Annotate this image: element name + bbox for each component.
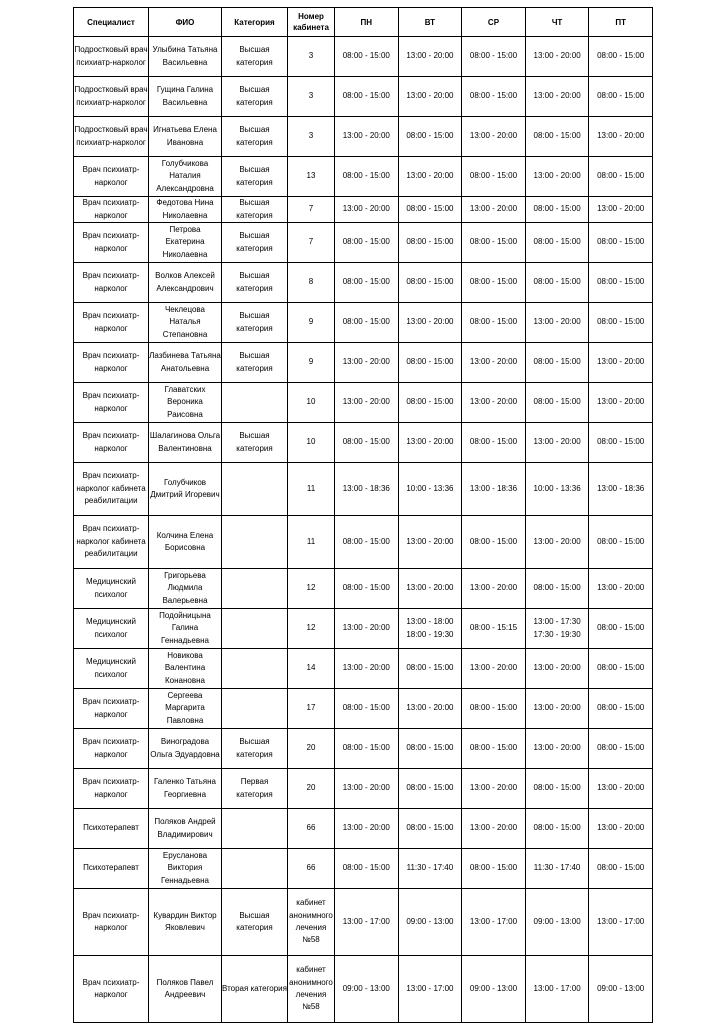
cell-tue: 10:00 - 13:36 — [398, 463, 462, 516]
cell-mon: 08:00 - 15:00 — [335, 263, 399, 303]
cell-specialist: Врач психиатр-нарколог — [74, 423, 149, 463]
cell-tue: 13:00 - 20:00 — [398, 303, 462, 343]
table-row — [74, 609, 653, 649]
cell-room: 9 — [288, 343, 335, 383]
cell-specialist: Врач психиатр-нарколог — [74, 223, 149, 263]
cell-fri: 08:00 - 15:00 — [589, 303, 653, 343]
cell-specialist: Подростковый врач психиатр-нарколог — [74, 77, 149, 117]
cell-category: Высшая категория — [222, 117, 288, 157]
cell-category: Высшая категория — [222, 223, 288, 263]
cell-fri: 08:00 - 15:00 — [589, 516, 653, 569]
cell-fio: Лазбинева Татьяна Анатольевна — [149, 343, 222, 383]
cell-mon: 13:00 - 20:00 — [335, 117, 399, 157]
cell-mon: 13:00 - 17:00 — [335, 889, 399, 956]
cell-thu: 08:00 - 15:00 — [525, 117, 589, 157]
cell-wed: 13:00 - 20:00 — [462, 569, 526, 609]
cell-wed: 08:00 - 15:00 — [462, 729, 526, 769]
cell-tue: 08:00 - 15:00 — [398, 343, 462, 383]
cell-room: 11 — [288, 516, 335, 569]
cell-wed: 13:00 - 18:36 — [462, 463, 526, 516]
cell-category — [222, 849, 288, 889]
cell-fri: 08:00 - 15:00 — [589, 649, 653, 689]
cell-category: Высшая категория — [222, 263, 288, 303]
cell-room: 17 — [288, 689, 335, 729]
cell-fio: Петрова Екатерина Николаевна — [149, 223, 222, 263]
cell-specialist: Психотерапевт — [74, 809, 149, 849]
cell-mon: 13:00 - 20:00 — [335, 609, 399, 649]
table-row — [74, 303, 653, 343]
cell-fri: 08:00 - 15:00 — [589, 77, 653, 117]
cell-category: Высшая категория — [222, 423, 288, 463]
cell-specialist: Подростковый врач психиатр-нарколог — [74, 117, 149, 157]
cell-fri: 08:00 - 15:00 — [589, 849, 653, 889]
cell-room: 12 — [288, 609, 335, 649]
header-category: Категория — [222, 8, 288, 37]
cell-mon: 13:00 - 20:00 — [335, 383, 399, 423]
cell-room: 8 — [288, 263, 335, 303]
cell-thu: 08:00 - 15:00 — [525, 223, 589, 263]
cell-specialist: Врач психиатр-нарколог кабинета реабилитации — [74, 516, 149, 569]
cell-category — [222, 809, 288, 849]
header-thu: ЧТ — [525, 8, 589, 37]
cell-fio: Игнатьева Елена Ивановна — [149, 117, 222, 157]
cell-specialist: Врач психиатр-нарколог — [74, 197, 149, 223]
cell-room: 7 — [288, 223, 335, 263]
table-row — [74, 849, 653, 889]
cell-tue: 08:00 - 15:00 — [398, 769, 462, 809]
cell-fio: Подойницына Галина Геннадьевна — [149, 609, 222, 649]
cell-category — [222, 383, 288, 423]
cell-fio: Улыбина Татьяна Васильевна — [149, 37, 222, 77]
table-row — [74, 383, 653, 423]
cell-room: 3 — [288, 117, 335, 157]
header-wed: СР — [462, 8, 526, 37]
cell-mon: 08:00 - 15:00 — [335, 157, 399, 197]
cell-wed: 13:00 - 17:00 — [462, 889, 526, 956]
cell-specialist: Врач психиатр-нарколог — [74, 157, 149, 197]
table-row — [74, 956, 653, 1023]
cell-mon: 13:00 - 20:00 — [335, 343, 399, 383]
cell-fri: 08:00 - 15:00 — [589, 423, 653, 463]
table-row — [74, 649, 653, 689]
cell-room: кабинет анонимного лечения №58 — [288, 956, 335, 1023]
cell-room: кабинет анонимного лечения №58 — [288, 889, 335, 956]
cell-category: Высшая категория — [222, 343, 288, 383]
table-row — [74, 263, 653, 303]
cell-room: 7 — [288, 197, 335, 223]
table-row — [74, 516, 653, 569]
cell-wed: 13:00 - 20:00 — [462, 197, 526, 223]
cell-thu: 13:00 - 20:00 — [525, 689, 589, 729]
cell-category: Высшая категория — [222, 889, 288, 956]
cell-mon: 08:00 - 15:00 — [335, 303, 399, 343]
cell-tue: 13:00 - 20:00 — [398, 77, 462, 117]
cell-thu: 13:00 - 20:00 — [525, 729, 589, 769]
header-fio: ФИО — [149, 8, 222, 37]
cell-mon: 08:00 - 15:00 — [335, 569, 399, 609]
cell-fio: Поляков Павел Андреевич — [149, 956, 222, 1023]
cell-tue: 08:00 - 15:00 — [398, 809, 462, 849]
header-row — [74, 8, 653, 37]
cell-room: 3 — [288, 77, 335, 117]
table-row — [74, 729, 653, 769]
cell-tue: 08:00 - 15:00 — [398, 649, 462, 689]
cell-specialist: Врач психиатр-нарколог — [74, 303, 149, 343]
cell-mon: 08:00 - 15:00 — [335, 37, 399, 77]
cell-fri: 08:00 - 15:00 — [589, 157, 653, 197]
cell-wed: 08:00 - 15:00 — [462, 37, 526, 77]
cell-tue: 13:00 - 20:00 — [398, 157, 462, 197]
cell-fio: Федотова Нина Николаевна — [149, 197, 222, 223]
cell-fio: Григорьева Людмила Валерьевна — [149, 569, 222, 609]
cell-tue: 13:00 - 18:00 18:00 - 19:30 — [398, 609, 462, 649]
cell-tue: 13:00 - 17:00 — [398, 956, 462, 1023]
cell-fri: 13:00 - 18:36 — [589, 463, 653, 516]
cell-room: 13 — [288, 157, 335, 197]
table-row — [74, 157, 653, 197]
table-row — [74, 223, 653, 263]
cell-thu: 13:00 - 20:00 — [525, 303, 589, 343]
cell-room: 66 — [288, 809, 335, 849]
table-row — [74, 463, 653, 516]
cell-category: Первая категория — [222, 769, 288, 809]
cell-category: Высшая категория — [222, 303, 288, 343]
cell-wed: 08:00 - 15:15 — [462, 609, 526, 649]
cell-wed: 13:00 - 20:00 — [462, 769, 526, 809]
cell-specialist: Врач психиатр-нарколог — [74, 956, 149, 1023]
table-row — [74, 689, 653, 729]
cell-wed: 08:00 - 15:00 — [462, 423, 526, 463]
cell-category: Высшая категория — [222, 77, 288, 117]
cell-wed: 08:00 - 15:00 — [462, 516, 526, 569]
cell-specialist: Психотерапевт — [74, 849, 149, 889]
cell-thu: 08:00 - 15:00 — [525, 809, 589, 849]
schedule-body — [74, 37, 653, 1023]
cell-fri: 13:00 - 20:00 — [589, 343, 653, 383]
cell-wed: 08:00 - 15:00 — [462, 77, 526, 117]
cell-wed: 13:00 - 20:00 — [462, 343, 526, 383]
cell-wed: 08:00 - 15:00 — [462, 157, 526, 197]
header-tue: ВТ — [398, 8, 462, 37]
cell-wed: 08:00 - 15:00 — [462, 689, 526, 729]
cell-fri: 13:00 - 20:00 — [589, 383, 653, 423]
cell-specialist: Врач психиатр-нарколог — [74, 343, 149, 383]
cell-specialist: Медицинский психолог — [74, 569, 149, 609]
cell-fri: 13:00 - 20:00 — [589, 569, 653, 609]
cell-thu: 13:00 - 20:00 — [525, 77, 589, 117]
cell-category: Высшая категория — [222, 37, 288, 77]
table-row — [74, 569, 653, 609]
cell-thu: 13:00 - 20:00 — [525, 516, 589, 569]
cell-thu: 08:00 - 15:00 — [525, 263, 589, 303]
cell-fio: Виноградова Ольга Эдуардовна — [149, 729, 222, 769]
cell-fio: Ерусланова Виктория Геннадьевна — [149, 849, 222, 889]
cell-fri: 08:00 - 15:00 — [589, 729, 653, 769]
cell-fio: Новикова Валентина Конановна — [149, 649, 222, 689]
cell-specialist: Врач психиатр-нарколог — [74, 383, 149, 423]
header-room: Номер кабинета — [288, 8, 335, 37]
cell-specialist: Врач психиатр-нарколог — [74, 689, 149, 729]
cell-room: 20 — [288, 729, 335, 769]
cell-wed: 08:00 - 15:00 — [462, 849, 526, 889]
cell-tue: 08:00 - 15:00 — [398, 383, 462, 423]
cell-tue: 08:00 - 15:00 — [398, 729, 462, 769]
cell-tue: 13:00 - 20:00 — [398, 423, 462, 463]
cell-tue: 08:00 - 15:00 — [398, 117, 462, 157]
cell-mon: 13:00 - 18:36 — [335, 463, 399, 516]
cell-fio: Кувардин Виктор Яковлевич — [149, 889, 222, 956]
cell-mon: 13:00 - 20:00 — [335, 809, 399, 849]
cell-room: 66 — [288, 849, 335, 889]
cell-room: 14 — [288, 649, 335, 689]
cell-category — [222, 569, 288, 609]
cell-fri: 08:00 - 15:00 — [589, 689, 653, 729]
cell-thu: 08:00 - 15:00 — [525, 343, 589, 383]
cell-room: 12 — [288, 569, 335, 609]
cell-tue: 13:00 - 20:00 — [398, 37, 462, 77]
cell-thu: 11:30 - 17:40 — [525, 849, 589, 889]
cell-wed: 13:00 - 20:00 — [462, 809, 526, 849]
cell-tue: 13:00 - 20:00 — [398, 689, 462, 729]
cell-wed: 08:00 - 15:00 — [462, 223, 526, 263]
cell-fio: Гущина Галина Васильевна — [149, 77, 222, 117]
table-row — [74, 423, 653, 463]
cell-specialist: Медицинский психолог — [74, 649, 149, 689]
cell-specialist: Врач психиатр-нарколог — [74, 263, 149, 303]
cell-mon: 08:00 - 15:00 — [335, 423, 399, 463]
cell-category: Вторая категория — [222, 956, 288, 1023]
cell-specialist: Врач психиатр-нарколог — [74, 889, 149, 956]
table-row — [74, 889, 653, 956]
cell-tue: 13:00 - 20:00 — [398, 569, 462, 609]
cell-thu: 08:00 - 15:00 — [525, 197, 589, 223]
table-row — [74, 769, 653, 809]
cell-category — [222, 463, 288, 516]
cell-specialist: Врач психиатр-нарколог — [74, 729, 149, 769]
cell-fri: 08:00 - 15:00 — [589, 223, 653, 263]
cell-fio: Шалагинова Ольга Валентиновна — [149, 423, 222, 463]
cell-mon: 13:00 - 20:00 — [335, 769, 399, 809]
cell-specialist: Врач психиатр-нарколог кабинета реабилитации — [74, 463, 149, 516]
cell-thu: 13:00 - 17:30 17:30 - 19:30 — [525, 609, 589, 649]
cell-thu: 10:00 - 13:36 — [525, 463, 589, 516]
cell-mon: 08:00 - 15:00 — [335, 689, 399, 729]
cell-fio: Колчина Елена Борисовна — [149, 516, 222, 569]
cell-wed: 13:00 - 20:00 — [462, 649, 526, 689]
cell-category — [222, 609, 288, 649]
cell-category — [222, 689, 288, 729]
cell-thu: 13:00 - 20:00 — [525, 157, 589, 197]
cell-tue: 08:00 - 15:00 — [398, 263, 462, 303]
cell-tue: 13:00 - 20:00 — [398, 516, 462, 569]
cell-mon: 08:00 - 15:00 — [335, 516, 399, 569]
cell-mon: 13:00 - 20:00 — [335, 197, 399, 223]
cell-fio: Чеклецова Наталья Степановна — [149, 303, 222, 343]
cell-specialist: Врач психиатр-нарколог — [74, 769, 149, 809]
cell-mon: 08:00 - 15:00 — [335, 77, 399, 117]
header-specialist: Специалист — [74, 8, 149, 37]
table-row — [74, 809, 653, 849]
cell-wed: 09:00 - 13:00 — [462, 956, 526, 1023]
header-fri: ПТ — [589, 8, 653, 37]
table-row — [74, 37, 653, 77]
cell-category: Высшая категория — [222, 729, 288, 769]
cell-fio: Волков Алексей Александрович — [149, 263, 222, 303]
cell-room: 3 — [288, 37, 335, 77]
cell-fio: Галенко Татьяна Георгиевна — [149, 769, 222, 809]
cell-fri: 13:00 - 20:00 — [589, 197, 653, 223]
cell-wed: 08:00 - 15:00 — [462, 303, 526, 343]
cell-category — [222, 516, 288, 569]
table-row — [74, 197, 653, 223]
cell-room: 20 — [288, 769, 335, 809]
cell-mon: 08:00 - 15:00 — [335, 729, 399, 769]
cell-thu: 13:00 - 17:00 — [525, 956, 589, 1023]
cell-room: 9 — [288, 303, 335, 343]
cell-thu: 09:00 - 13:00 — [525, 889, 589, 956]
cell-fio: Голубчиков Дмитрий Игоревич — [149, 463, 222, 516]
table-row — [74, 343, 653, 383]
cell-fri: 13:00 - 20:00 — [589, 769, 653, 809]
cell-mon: 08:00 - 15:00 — [335, 223, 399, 263]
header-mon: ПН — [335, 8, 399, 37]
cell-wed: 13:00 - 20:00 — [462, 117, 526, 157]
cell-thu: 08:00 - 15:00 — [525, 569, 589, 609]
schedule-table — [73, 7, 653, 1023]
cell-thu: 13:00 - 20:00 — [525, 37, 589, 77]
cell-wed: 08:00 - 15:00 — [462, 263, 526, 303]
cell-room: 10 — [288, 423, 335, 463]
cell-thu: 08:00 - 15:00 — [525, 383, 589, 423]
cell-specialist: Подростковый врач психиатр-нарколог — [74, 37, 149, 77]
cell-specialist: Медицинский психолог — [74, 609, 149, 649]
cell-fio: Поляков Андрей Владимирович — [149, 809, 222, 849]
cell-room: 11 — [288, 463, 335, 516]
cell-mon: 09:00 - 13:00 — [335, 956, 399, 1023]
cell-tue: 11:30 - 17:40 — [398, 849, 462, 889]
cell-fri: 08:00 - 15:00 — [589, 263, 653, 303]
cell-fio: Голубчикова Наталия Александровна — [149, 157, 222, 197]
cell-fio: Главатских Вероника Раисовна — [149, 383, 222, 423]
table-row — [74, 117, 653, 157]
cell-tue: 08:00 - 15:00 — [398, 223, 462, 263]
cell-category: Высшая категория — [222, 197, 288, 223]
cell-thu: 13:00 - 20:00 — [525, 649, 589, 689]
cell-fio: Сергеева Маргарита Павловна — [149, 689, 222, 729]
cell-thu: 08:00 - 15:00 — [525, 769, 589, 809]
cell-mon: 13:00 - 20:00 — [335, 649, 399, 689]
cell-fri: 13:00 - 17:00 — [589, 889, 653, 956]
cell-category: Высшая категория — [222, 157, 288, 197]
cell-fri: 13:00 - 20:00 — [589, 809, 653, 849]
cell-fri: 09:00 - 13:00 — [589, 956, 653, 1023]
cell-fri: 08:00 - 15:00 — [589, 609, 653, 649]
cell-category — [222, 649, 288, 689]
cell-tue: 08:00 - 15:00 — [398, 197, 462, 223]
cell-tue: 09:00 - 13:00 — [398, 889, 462, 956]
cell-mon: 08:00 - 15:00 — [335, 849, 399, 889]
cell-room: 10 — [288, 383, 335, 423]
cell-thu: 13:00 - 20:00 — [525, 423, 589, 463]
cell-wed: 13:00 - 20:00 — [462, 383, 526, 423]
cell-fri: 08:00 - 15:00 — [589, 37, 653, 77]
cell-fri: 13:00 - 20:00 — [589, 117, 653, 157]
table-row — [74, 77, 653, 117]
